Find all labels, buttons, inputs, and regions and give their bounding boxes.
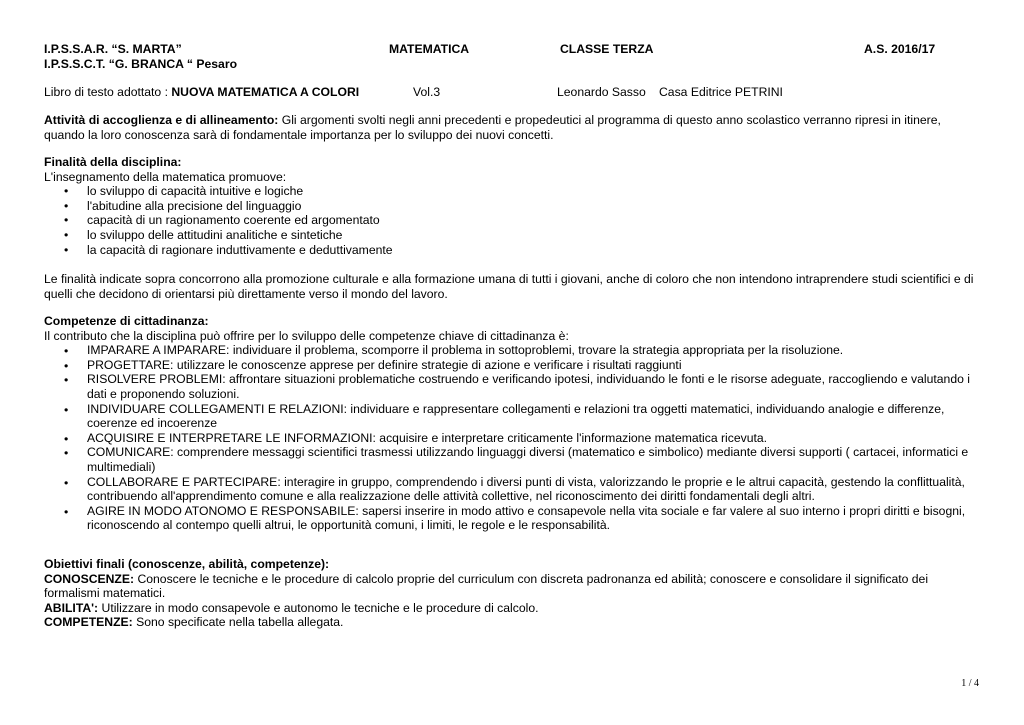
obiettivi-section <box>44 557 979 630</box>
accoglienza-section <box>44 113 979 142</box>
abilita-label: ABILITA': <box>44 600 99 615</box>
list-item: • l'abitudine alla precisione del linguaggio <box>44 199 979 214</box>
accoglienza-text: Gli argomenti svolti negli anni precedenti e propedeutici al programma di questo anno scolastico verranno ripresi in itinere, quando la loro conoscenza sarà di fondamentale importanza per lo sviluppo dei nuovi concetti. <box>44 113 941 142</box>
list-item: • capacità di un ragionamento coerente ed argomentato <box>44 213 979 228</box>
list-item: • COMUNICARE: comprendere messaggi scientifici trasmessi utilizzando linguaggi diversi (matematico e simbolico) mediante diversi supporti ( cartacei, informatici e multimediali) <box>44 445 979 474</box>
list-item: • COLLABORARE E PARTECIPARE: interagire in gruppo, comprendendo i diversi punti di vista, valorizzando le proprie e le altrui capacità, gestendo la conflittualità, contribuendo all'apprendimento comune e alla realizzazione delle attività collettive, nel riconoscimento dei diritti fondamentali degli altri. <box>44 475 979 504</box>
textbook-author: Leonardo Sasso <box>557 85 646 99</box>
competenze-list <box>44 343 979 533</box>
list-item: • ACQUISIRE E INTERPRETARE LE INFORMAZIONI: acquisire e interpretare criticamente l'informazione matematica ricevuta. <box>44 431 979 446</box>
list-item: • INDIVIDUARE COLLEGAMENTI E RELAZIONI: individuare e rappresentare collegamenti e relazioni tra oggetti matematici, individuando analogie e differenze, coerenze ed incoerenze <box>44 402 979 431</box>
list-item: • la capacità di ragionare induttivamente e deduttivamente <box>44 243 979 258</box>
school-name-2: I.P.S.S.C.T. “G. BRANCA “ Pesaro <box>44 57 238 71</box>
list-item: • PROGETTARE: utilizzare le conoscenze apprese per definire strategie di azione e verificare i risultati raggiunti <box>44 358 979 373</box>
competenze-text: Sono specificate nella tabella allegata. <box>132 615 344 630</box>
obiettivi-heading: Obiettivi finali (conoscenze, abilità, competenze): <box>44 557 330 571</box>
competenze-heading: Competenze di cittadinanza: <box>44 314 209 328</box>
school-name-1: I.P.S.S.A.R. “S. MARTA” <box>44 42 182 56</box>
competenze-section <box>44 314 979 533</box>
textbook-title: NUOVA MATEMATICA A COLORI <box>171 85 360 99</box>
subject-title: MATEMATICA <box>389 42 470 56</box>
finalita-heading: Finalità della disciplina: <box>44 155 182 169</box>
conoscenze-label: CONOSCENZE: <box>44 571 135 586</box>
list-item: • AGIRE IN MODO ATONOMO E RESPONSABILE: sapersi inserire in modo attivo e consapevole nella vita sociale e far valere al suo interno i propri diritti e bisogni, riconoscendo al contempo quelli altrui, le opportunità comuni, i limiti, le regole e le responsabilità. <box>44 504 979 533</box>
finalita-list <box>44 184 979 257</box>
list-item: • lo sviluppo di capacità intuitive e logiche <box>44 184 979 199</box>
page-number: 1 / 4 <box>961 678 979 689</box>
abilita-text: Utilizzare in modo consapevole e autonomo le tecniche e le procedure di calcolo. <box>98 600 539 615</box>
list-item: • RISOLVERE PROBLEMI: affrontare situazioni problematiche costruendo e verificando ipotesi, individuando le fonti e le risorse adeguate, raccogliendo e valutando i dati e proponendo soluzioni. <box>44 372 979 401</box>
competenze-intro: Il contributo che la disciplina può offrire per lo sviluppo delle competenze chiave di cittadinanza è: <box>44 328 569 343</box>
competenze-label: COMPETENZE: <box>44 615 133 630</box>
finalita-section <box>44 155 979 257</box>
list-item: • lo sviluppo delle attitudini analitiche e sintetiche <box>44 228 979 243</box>
finalita-intro: L'insegnamento della matematica promuove: <box>44 169 287 184</box>
list-item: • IMPARARE A IMPARARE: individuare il problema, scomporre il problema in sottoproblemi, trovare la strategia appropriata per la risoluzione. <box>44 343 979 358</box>
finalita-closing-section <box>44 272 979 301</box>
textbook-publisher: Casa Editrice PETRINI <box>659 85 783 99</box>
textbook-volume: Vol.3 <box>413 85 441 99</box>
conoscenze-text: Conoscere le tecniche e le procedure di calcolo proprie del curriculum con discreta padronanza ed abilità; conoscere e consolidare il significato dei formalismi matematici. <box>44 571 929 601</box>
textbook-label: Libro di testo adottato : <box>44 85 172 99</box>
accoglienza-heading: Attività di accoglienza e di allineamento: <box>44 113 279 127</box>
finalita-closing: Le finalità indicate sopra concorrono alla promozione culturale e alla formazione umana di tutti i giovani, anche di coloro che non intendono intraprendere studi scientifici e di quelli che decidono di orientarsi più direttamente verso il mondo del lavoro. <box>44 272 974 301</box>
school-year: A.S. 2016/17 <box>864 42 936 56</box>
class-title: CLASSE TERZA <box>560 42 654 56</box>
textbook-line <box>44 85 359 99</box>
